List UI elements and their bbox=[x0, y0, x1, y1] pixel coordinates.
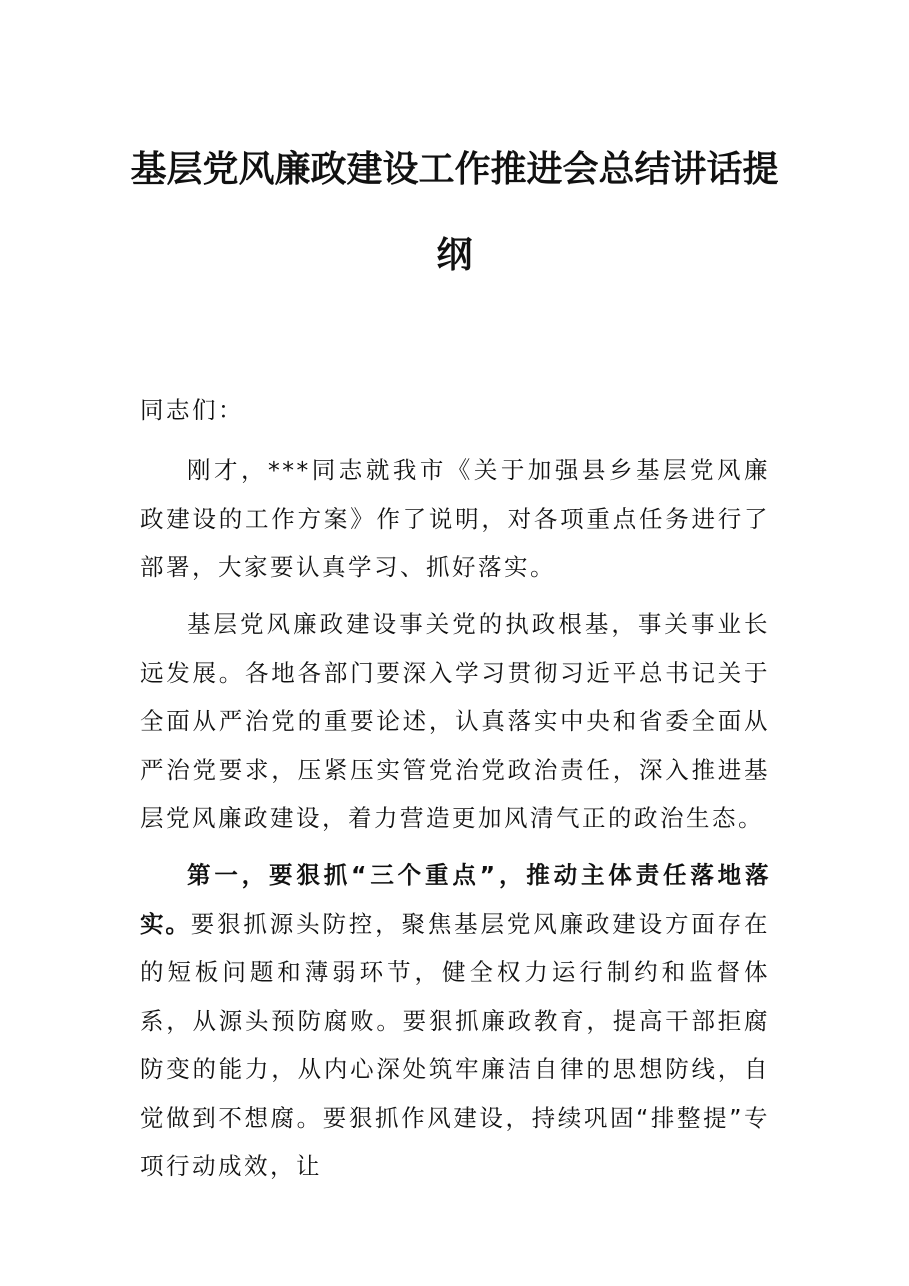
document-title-line-2: 纲 bbox=[436, 234, 473, 276]
document-title-line-1: 基层党风廉政建设工作推进会总结讲话提 bbox=[130, 148, 779, 190]
paragraph-intro: 刚才，***同志就我市《关于加强县乡基层党风廉政建设的工作方案》作了说明，对各项重点任务进行了部署，大家要认真学习、抓好落实。 bbox=[140, 456, 770, 581]
salutation: 同志们： bbox=[140, 396, 244, 424]
paragraph-significance: 基层党风廉政建设事关党的执政根基，事关事业长远发展。各地各部门要深入学习贯彻习近平总书记关于全面从严治党的重要论述，认真落实中央和省委全面从严治党要求，压紧压实管党治党政治责任，深入推进基层党风廉政建设，着力营造更加风清气正的政治生态。 bbox=[140, 610, 770, 832]
section-1 bbox=[140, 851, 770, 1191]
section-1-body: 要狠抓源头防控，聚焦基层党风廉政建设方面存在的短板问题和薄弱环节，健全权力运行制约和监督体系，从源头预防腐败。要狠抓廉政教育，提高干部拒腐防变的能力，从内心深处筑牢廉洁自律的思想防线，自觉做到不想腐。要狠抓作风建设，持续巩固“排整提”专项行动成效，让 bbox=[140, 909, 771, 1180]
section-1-heading: 第一，要狠抓“三个重点”，推动主体责任落地落实。 bbox=[140, 861, 770, 938]
